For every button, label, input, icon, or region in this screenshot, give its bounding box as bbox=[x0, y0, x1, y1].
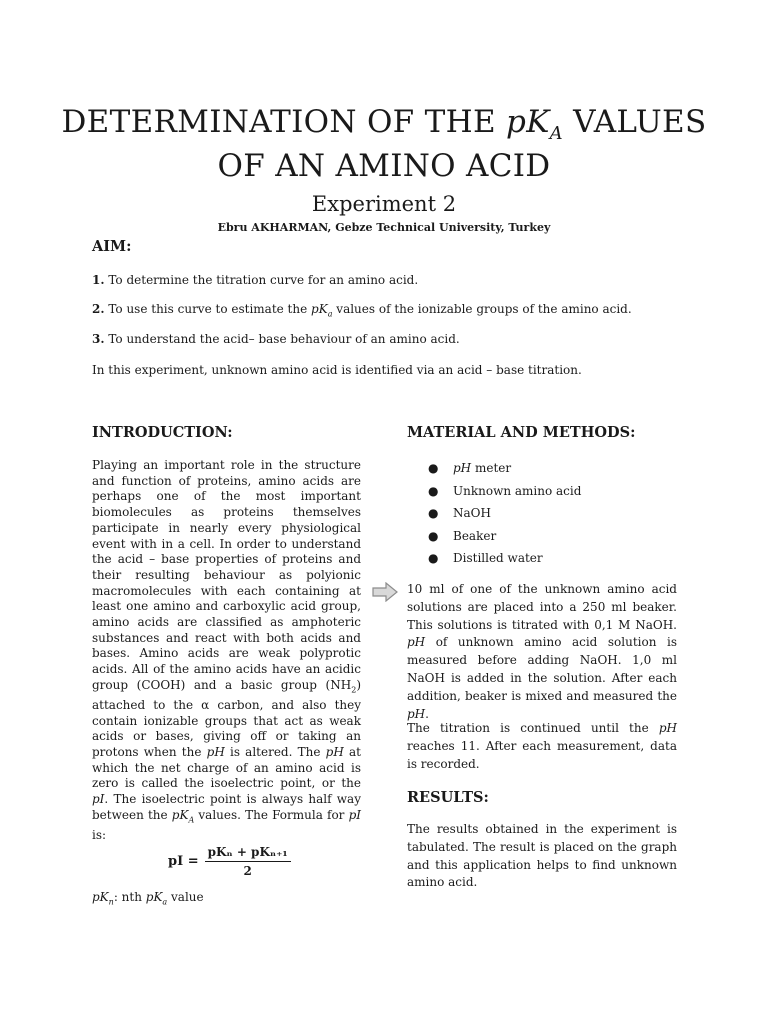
results-heading: RESULTS: bbox=[407, 789, 489, 806]
bullet-icon: ● bbox=[428, 483, 439, 498]
right-arrow-icon bbox=[372, 582, 398, 602]
list-item: ● NaOH bbox=[428, 506, 491, 520]
formula-denominator: 2 bbox=[243, 864, 252, 878]
aim-note: In this experiment, unknown amino acid is identified via an acid – base titration. bbox=[92, 363, 582, 377]
author-affiliation: Ebru AKHARMAN, Gebze Technical University, Turkey bbox=[217, 221, 551, 234]
list-item: ● Unknown amino acid bbox=[428, 483, 582, 498]
methods-paragraph-1: 10 ml of one of the unknown amino acid solutions are placed into a 250 ml beaker. This solutions is titrated with 0,1 M NaOH. pH of unknown amino acid solution is measured before adding NaOH. 1,0 ml NaOH is added in the solution. After each addition, beaker is mixed and measured the pH. bbox=[407, 582, 677, 721]
list-item: ● Beaker bbox=[428, 528, 497, 543]
materials-list bbox=[428, 461, 581, 574]
list-item: ● pH meter bbox=[428, 461, 512, 475]
results-paragraph: The results obtained in the experiment is tabulated. The result is placed on the graph and this application helps to find unknown amino acid. bbox=[407, 822, 677, 890]
pkn-definition: $pK_n$: nth $pK_a$ value bbox=[92, 890, 204, 907]
experiment-subtitle: Experiment 2 bbox=[311, 192, 457, 216]
aim-item-1: 1. To determine the titration curve for an amino acid. bbox=[92, 273, 419, 287]
list-item: ● Distilled water bbox=[428, 551, 543, 565]
formula-fraction bbox=[205, 845, 291, 878]
methods-paragraph-2: The titration is continued until the pH reaches 11. After each measurement, data is recorded. bbox=[407, 721, 677, 771]
aim-item-3: 3. To understand the acid– base behaviour of an amino acid. bbox=[92, 332, 460, 346]
aim-item-2: 2. To use this curve to estimate the $pK_a$ values of the ionizable groups of the amino acid. bbox=[92, 302, 632, 319]
introduction-heading: INTRODUCTION: bbox=[92, 424, 233, 441]
bullet-icon: ● bbox=[428, 461, 439, 475]
isoelectric-formula bbox=[168, 845, 291, 878]
formula-numerator: pKₙ + pKₙ₊₁ bbox=[205, 845, 291, 862]
formula-lhs: pI = bbox=[168, 854, 199, 869]
document-title-line1: DETERMINATION OF THE $pK_A$ VALUES bbox=[61, 104, 707, 145]
document-title-line2: OF AN AMINO ACID bbox=[217, 148, 551, 184]
introduction-paragraph: Playing an important role in the structure and function of proteins, amino acids are perhaps one of the most important biomolecules as proteins themselves participate in nearly every physiological event with in a cell. In order to understand the acid – base properties of proteins and their resulting behaviour as polyionic macromolecules with each containing at least one amino and carboxylic acid group, amino acids are classified as amphoteric substances and react with both acids and bases. Amino acids are weak polyprotic acids. All of the amino acids have an acidic group (COOH) and a basic group $(NH_2)$ attached to the α carbon, and also they contain ionizable groups that act as weak acids or bases, giving off or taking an protons when the pH is altered. The pH at which the net charge of an amino acid is zero is called the isoelectric point, or the pI. The isoelectric point is always half way between the $pK_A$ values. The Formula for pI is: bbox=[92, 458, 361, 842]
aim-heading: AIM: bbox=[92, 238, 132, 255]
bullet-icon: ● bbox=[428, 528, 439, 543]
methods-heading: MATERIAL AND METHODS: bbox=[407, 424, 636, 441]
bullet-icon: ● bbox=[428, 551, 439, 565]
bullet-icon: ● bbox=[428, 506, 439, 520]
